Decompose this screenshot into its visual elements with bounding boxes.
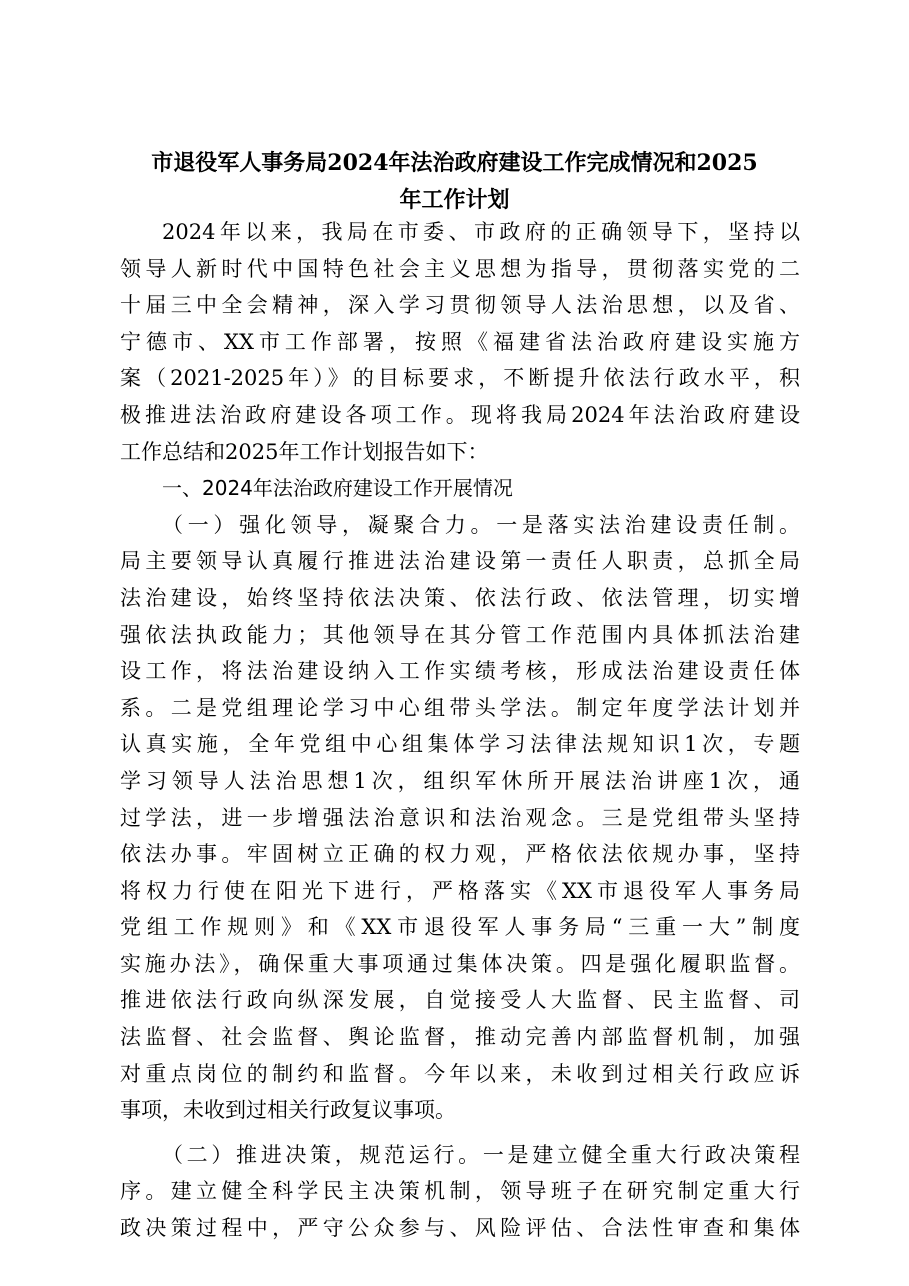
para1-line: 系。二是党组理论学习中心组带头学法。制定年度学法计划并 [120,695,800,720]
intro-line: 宁德市、XX市工作部署，按照《福建省法治政府建设实施方 [120,329,800,354]
para1-line: 法治建设，始终坚持依法决策、依法行政、依法管理，切实增 [120,585,800,610]
para1-line: 过学法，进一步增强法治意识和法治观念。三是党组带头坚持 [120,805,800,830]
para2-line: （二）推进决策，规范运行。一是建立健全重大行政决策程 [162,1142,800,1167]
para1-line: 法监督、社会监督、舆论监督，推动完善内部监督机制，加强 [120,1025,800,1050]
section-1-heading: 一、2024年法治政府建设工作开展情况 [162,476,513,501]
para1-line: 局主要领导认真履行推进法治建设第一责任人职责，总抓全局 [120,549,800,574]
intro-paragraph [120,214,800,470]
document-body [120,214,800,1247]
para1-line: 认真实施，全年党组中心组集体学习法律法规知识1次，专题 [120,732,800,757]
intro-line: 极推进法治政府建设各项工作。现将我局2024年法治政府建设 [120,402,800,427]
para1-line: （一）强化领导，凝聚合力。一是落实法治建设责任制。 [162,512,800,537]
para2-line: 政决策过程中，严守公众参与、风险评估、合法性审查和集体 [120,1216,800,1241]
para1-line: 事项，未收到过相关行政复议事项。 [120,1098,456,1123]
para1-line: 强依法执政能力；其他领导在其分管工作范围内具体抓法治建 [120,622,800,647]
para1-line: 将权力行使在阳光下进行，严格落实《XX市退役军人事务局 [120,878,800,903]
title-line-2: 年工作计划 [399,186,510,213]
intro-line: 十届三中全会精神，深入学习贯彻领导人法治思想，以及省、 [120,293,800,318]
para1-line: 推进依法行政向纵深发展，自觉接受人大监督、民主监督、司 [120,988,800,1013]
para1-line: 党组工作规则》和《XX市退役军人事务局“三重一大”制度 [120,915,800,940]
para1-line: 实施办法》，确保重大事项通过集体决策。四是强化履职监督。 [120,951,800,976]
paragraph-2 [120,1137,800,1247]
title-line-1: 市退役军人事务局2024年法治政府建设工作完成情况和2025 [151,150,758,176]
intro-line: 2024年以来，我局在市委、市政府的正确领导下，坚持以 [162,220,800,244]
intro-line: 领导人新时代中国特色社会主义思想为指导，贯彻落实党的二 [120,256,800,281]
section-heading [120,470,800,507]
intro-line: 工作总结和2025年工作计划报告如下： [120,439,489,464]
intro-line: 案（2021-2025年）》的目标要求，不断提升依法行政水平，积 [120,366,800,391]
para2-line: 序。建立健全科学民主决策机制，领导班子在研究制定重大行 [120,1179,800,1204]
paragraph-1 [120,507,800,1129]
para1-line: 设工作，将法治建设纳入工作实绩考核，形成法治建设责任体 [120,659,800,684]
document-title [120,148,789,221]
para1-line: 对重点岗位的制约和监督。今年以来，未收到过相关行政应诉 [120,1061,800,1086]
para1-line: 依法办事。牢固树立正确的权力观，严格依法依规办事，坚持 [120,842,800,867]
paragraph-gap [120,1129,800,1137]
para1-line: 学习领导人法治思想1次，组织军休所开展法治讲座1次，通 [120,768,800,793]
